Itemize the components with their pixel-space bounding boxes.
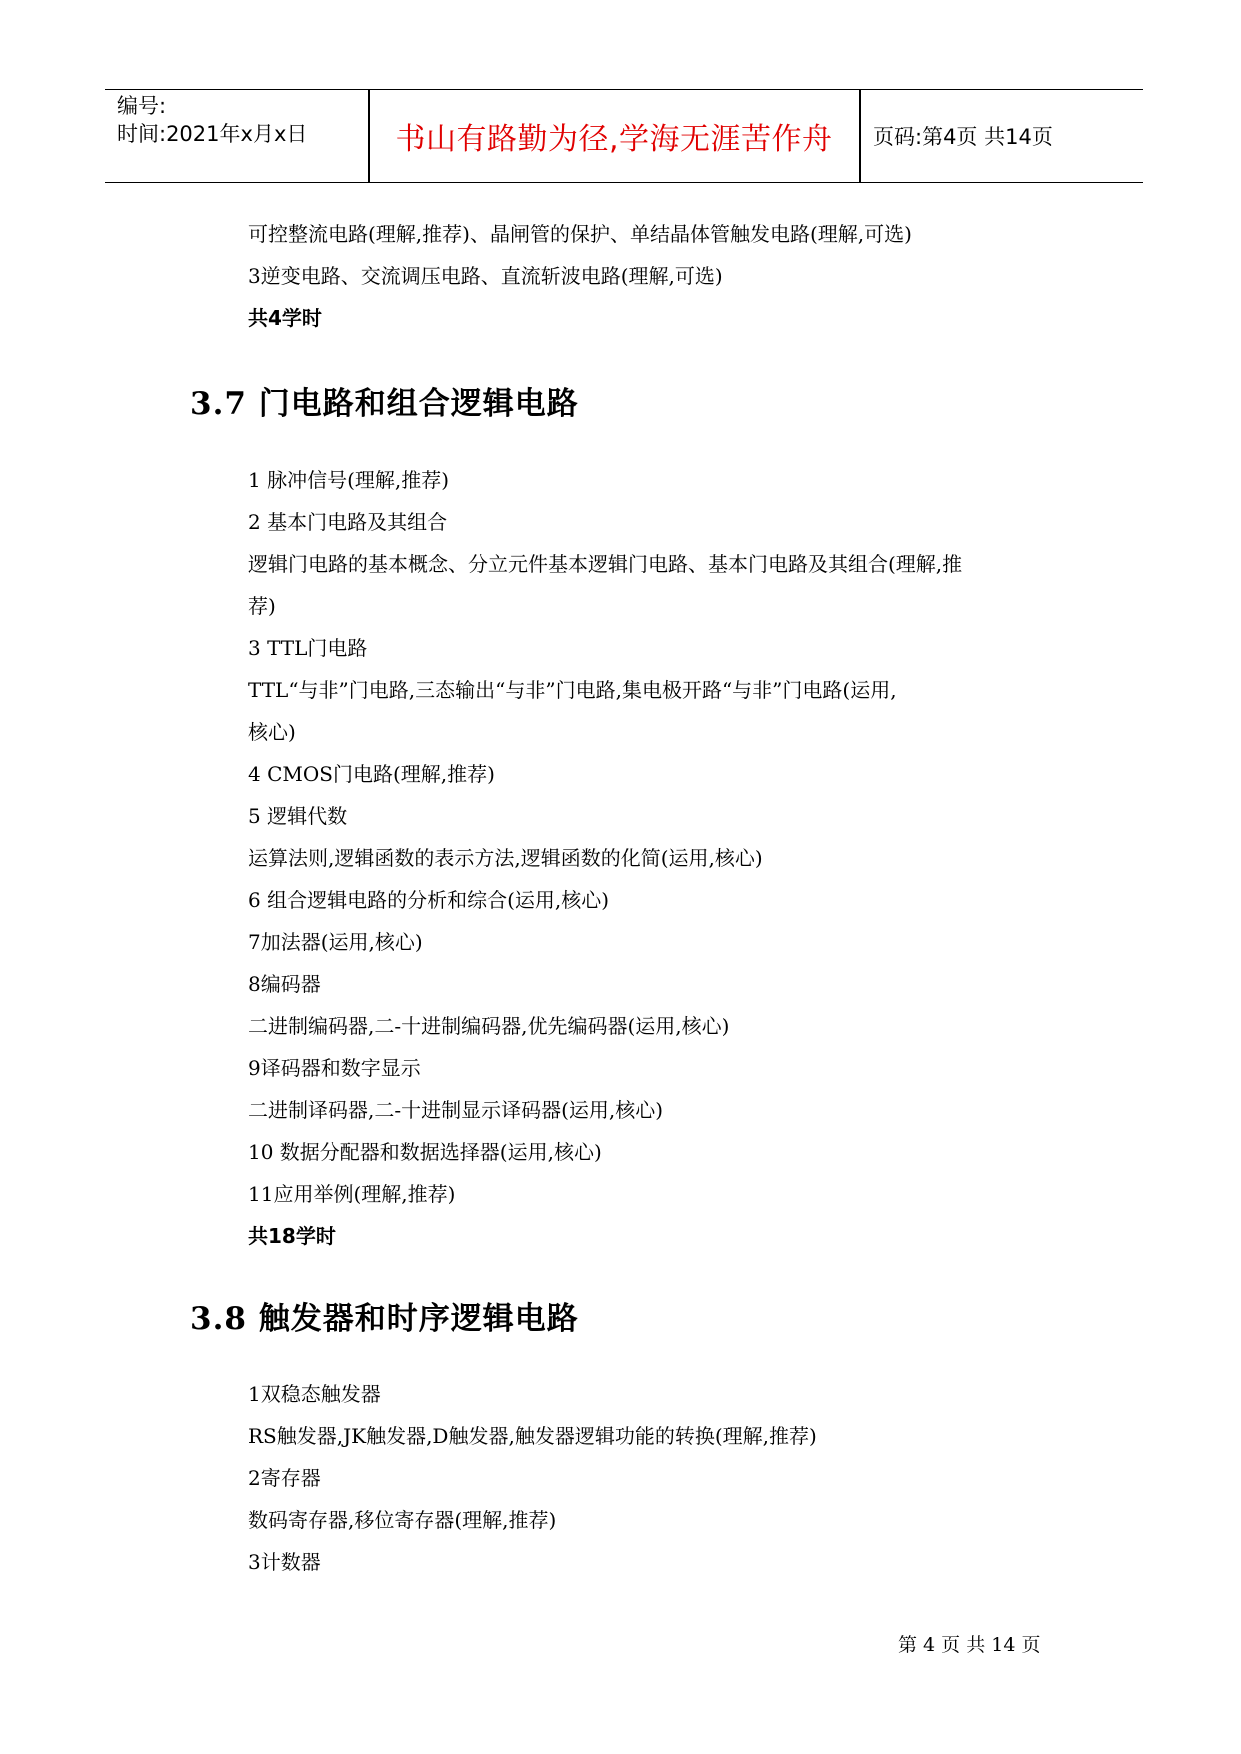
- page-header: [105, 89, 1143, 183]
- body-line: 8编码器: [248, 972, 321, 996]
- body-line: 4 CMOS门电路(理解,推荐): [248, 762, 495, 786]
- header-page-info: 页码:第4页 共14页: [873, 125, 1053, 149]
- body-line: 运算法则,逻辑函数的表示方法,逻辑函数的化简(运用,核心): [248, 846, 763, 870]
- header-divider: [859, 90, 861, 182]
- body-line: 荐): [248, 594, 276, 618]
- body-line: 3逆变电路、交流调压电路、直流斩波电路(理解,可选): [248, 264, 723, 288]
- section-heading-3-7: 3.7 门电路和组合逻辑电路: [190, 386, 579, 422]
- body-line: 3 TTL门电路: [248, 636, 368, 660]
- time-label: 时间:2021年x月x日: [117, 122, 308, 146]
- body-line: 数码寄存器,移位寄存器(理解,推荐): [248, 1508, 557, 1532]
- body-line: 3计数器: [248, 1550, 321, 1574]
- body-line: 1 脉冲信号(理解,推荐): [248, 468, 450, 492]
- body-line: 核心): [248, 720, 296, 744]
- body-line: RS触发器,JK触发器,D触发器,触发器逻辑功能的转换(理解,推荐): [248, 1424, 817, 1448]
- page-footer: 第 4 页 共 14 页: [898, 1634, 1041, 1656]
- body-line: 可控整流电路(理解,推荐)、晶闸管的保护、单结晶体管触发电路(理解,可选): [248, 222, 912, 246]
- body-line: 逻辑门电路的基本概念、分立元件基本逻辑门电路、基本门电路及其组合(理解,推: [248, 552, 963, 576]
- body-line: 5 逻辑代数: [248, 804, 348, 828]
- body-line: 6 组合逻辑电路的分析和综合(运用,核心): [248, 888, 610, 912]
- hours-total: 共4学时: [248, 306, 322, 330]
- body-line: TTL“与非”门电路,三态输出“与非”门电路,集电极开路“与非”门电路(运用,: [248, 678, 897, 702]
- body-line: 1双稳态触发器: [248, 1382, 381, 1406]
- hours-total: 共18学时: [248, 1224, 336, 1248]
- header-info: [117, 92, 367, 148]
- body-line: 7加法器(运用,核心): [248, 930, 423, 954]
- body-line: 二进制译码器,二-十进制显示译码器(运用,核心): [248, 1098, 664, 1122]
- body-line: 10 数据分配器和数据选择器(运用,核心): [248, 1140, 602, 1164]
- body-line: 2寄存器: [248, 1466, 321, 1490]
- section-heading-3-8: 3.8 触发器和时序逻辑电路: [190, 1301, 579, 1337]
- header-motto: 书山有路勤为径,学海无涯苦作舟: [395, 122, 833, 157]
- body-line: 11应用举例(理解,推荐): [248, 1182, 456, 1206]
- body-line: 2 基本门电路及其组合: [248, 510, 448, 534]
- body-line: 9译码器和数字显示: [248, 1056, 421, 1080]
- number-label: 编号:: [117, 94, 167, 118]
- body-line: 二进制编码器,二-十进制编码器,优先编码器(运用,核心): [248, 1014, 730, 1038]
